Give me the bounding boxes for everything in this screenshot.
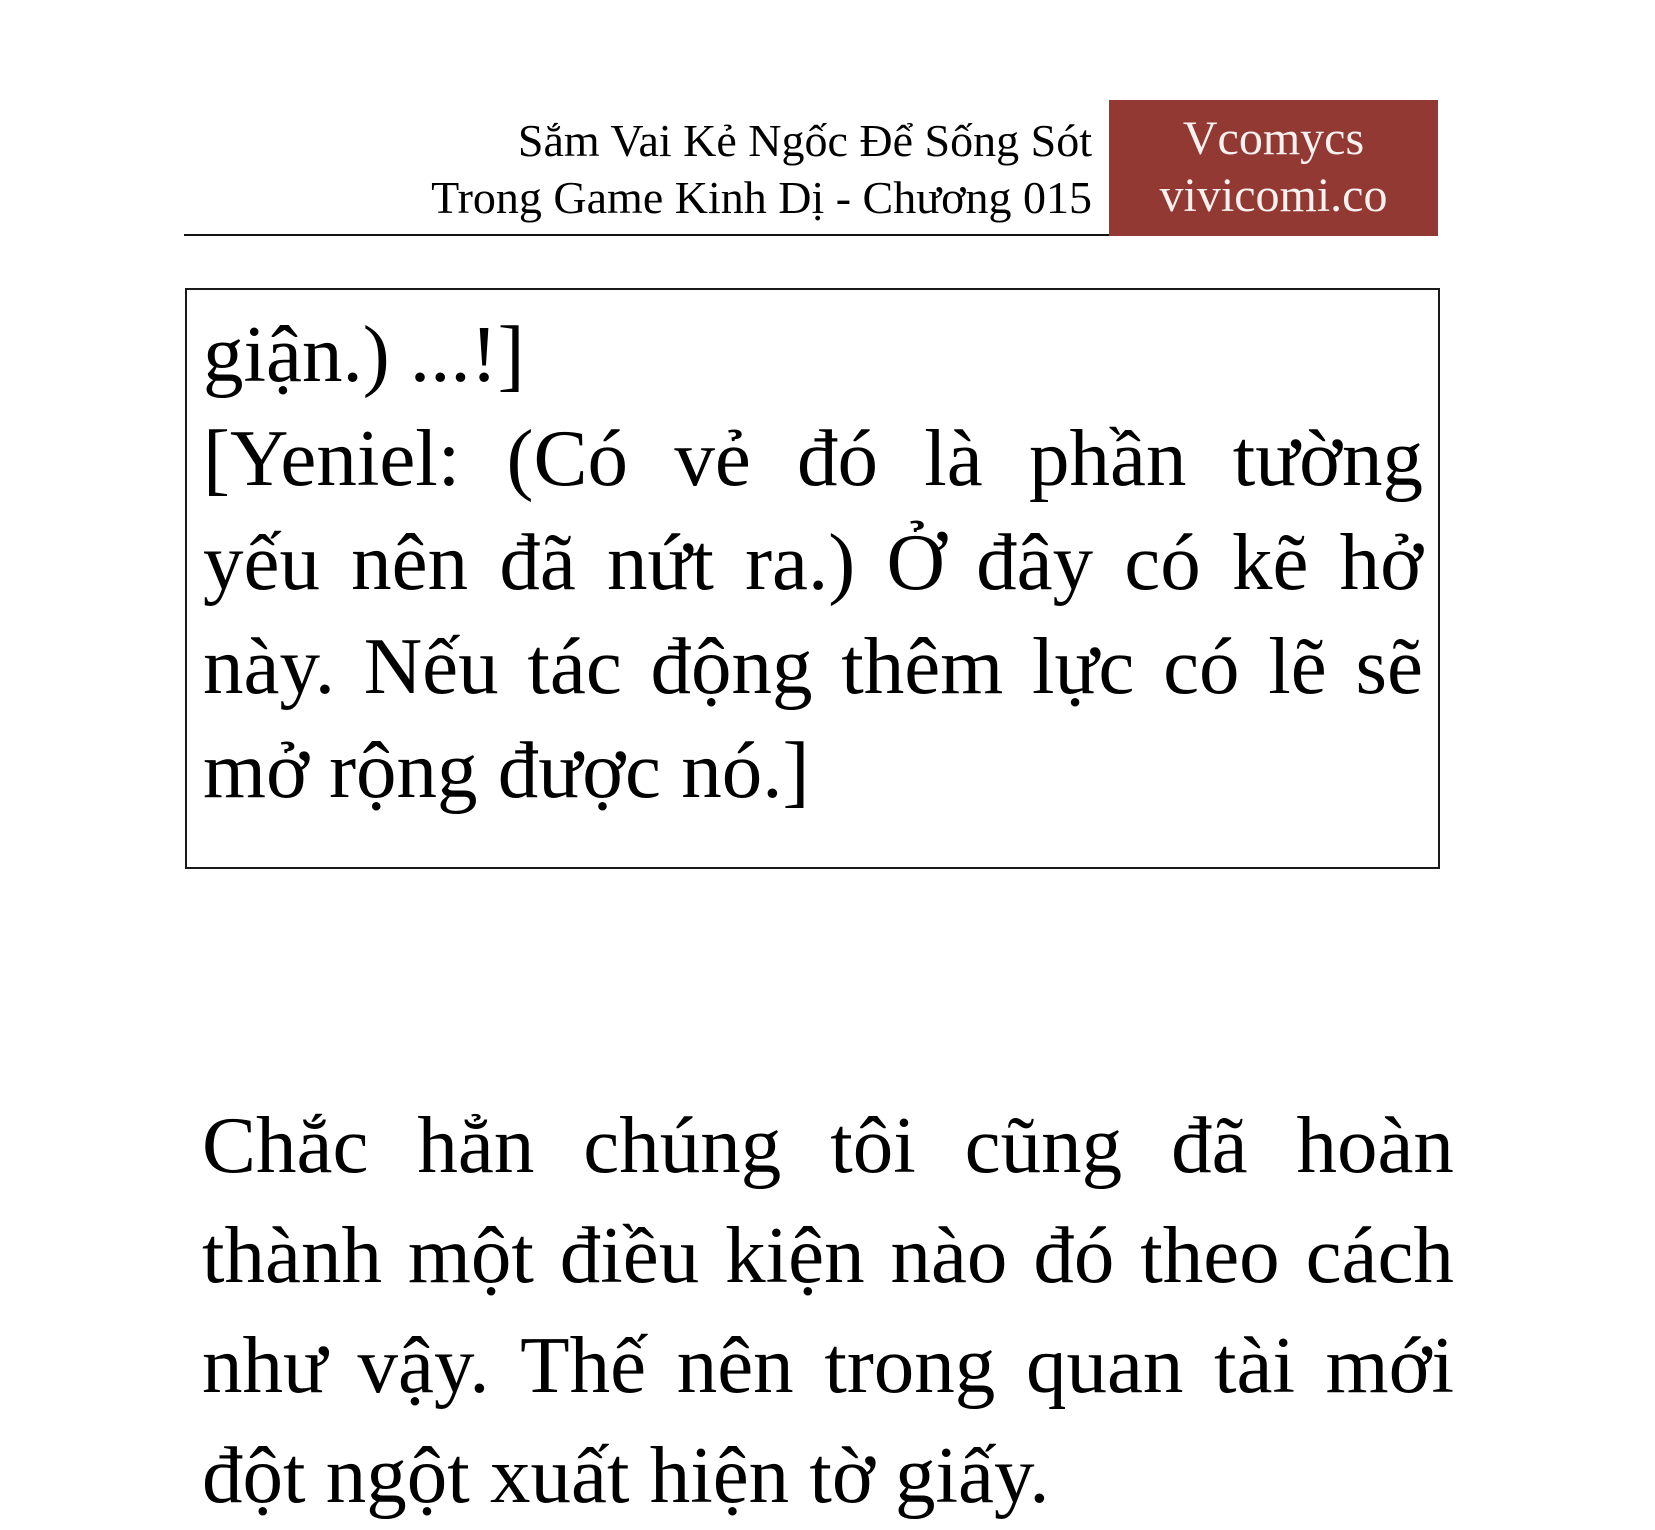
dialogue-line-5: mở rộng được nó.]: [203, 725, 810, 815]
word: Nếu: [363, 621, 499, 711]
word: quan: [1025, 1320, 1184, 1410]
dialogue-line-1: giận.) ...!]: [203, 309, 525, 399]
word: chúng: [583, 1100, 782, 1190]
word: thêm: [841, 621, 1004, 711]
word: tôi: [830, 1100, 916, 1190]
word: điều: [559, 1210, 700, 1300]
word: lẽ: [1268, 621, 1327, 711]
brand-watermark: [1109, 100, 1438, 236]
word: ra.): [745, 517, 856, 607]
narration-line-2: [202, 1200, 1454, 1310]
word: sẽ: [1355, 621, 1423, 711]
chapter-title-line-2: Trong Game Kinh Dị - Chương 015: [431, 172, 1092, 223]
word: nên: [351, 517, 469, 607]
word: vậy.: [357, 1320, 490, 1410]
brand-name: Vcomycs: [1182, 112, 1365, 165]
dialogue-line-4: [203, 614, 1423, 718]
chapter-title-line-1: Sắm Vai Kẻ Ngốc Để Sống Sót: [517, 115, 1092, 166]
word: nào: [890, 1210, 1008, 1300]
word: là: [924, 413, 983, 503]
word: một: [407, 1210, 534, 1300]
word: theo: [1140, 1210, 1280, 1300]
word: mới: [1325, 1320, 1454, 1410]
word: này.: [203, 621, 335, 711]
word: tường: [1232, 413, 1423, 503]
word: tác: [527, 621, 622, 711]
narration-line-3: [202, 1310, 1454, 1420]
word: động: [650, 621, 813, 711]
word: phần: [1029, 413, 1187, 503]
word: đã: [499, 517, 576, 607]
word: đã: [1171, 1100, 1248, 1190]
word: hoàn: [1296, 1100, 1454, 1190]
word: Ở: [886, 517, 945, 607]
word: cách: [1305, 1210, 1454, 1300]
header-divider: [184, 234, 1109, 236]
dialogue-text: [203, 302, 1423, 822]
dialogue-line-2: [203, 406, 1423, 510]
word: nên: [676, 1320, 794, 1410]
word: vẻ: [674, 413, 751, 503]
word: tài: [1214, 1320, 1295, 1410]
word: cũng: [964, 1100, 1123, 1190]
word: có: [1163, 621, 1240, 711]
chapter-title: [300, 112, 1092, 226]
dialogue-box: [185, 288, 1440, 869]
dialogue-line-3: [203, 510, 1423, 614]
word: đây: [976, 517, 1094, 607]
word: kiện: [725, 1210, 865, 1300]
word: hở: [1339, 517, 1423, 607]
word: trong: [824, 1320, 996, 1410]
narration-line-4: đột ngột xuất hiện tờ giấy.: [202, 1430, 1050, 1520]
word: nứt: [606, 517, 714, 607]
word: (Có: [506, 413, 629, 503]
word: [Yeniel:: [203, 413, 461, 503]
word: hẳn: [417, 1100, 535, 1190]
word: như: [202, 1320, 327, 1410]
word: đó: [797, 413, 879, 503]
word: lực: [1031, 621, 1135, 711]
narration-paragraph: [202, 1090, 1454, 1530]
word: có: [1124, 517, 1201, 607]
word: Thế: [520, 1320, 647, 1410]
narration-line-1: [202, 1090, 1454, 1200]
brand-url: vivicomi.co: [1159, 169, 1388, 222]
word: yếu: [203, 517, 320, 607]
word: kẽ: [1231, 517, 1309, 607]
word: thành: [202, 1210, 382, 1300]
word: Chắc: [202, 1100, 369, 1190]
word: đó: [1033, 1210, 1115, 1300]
